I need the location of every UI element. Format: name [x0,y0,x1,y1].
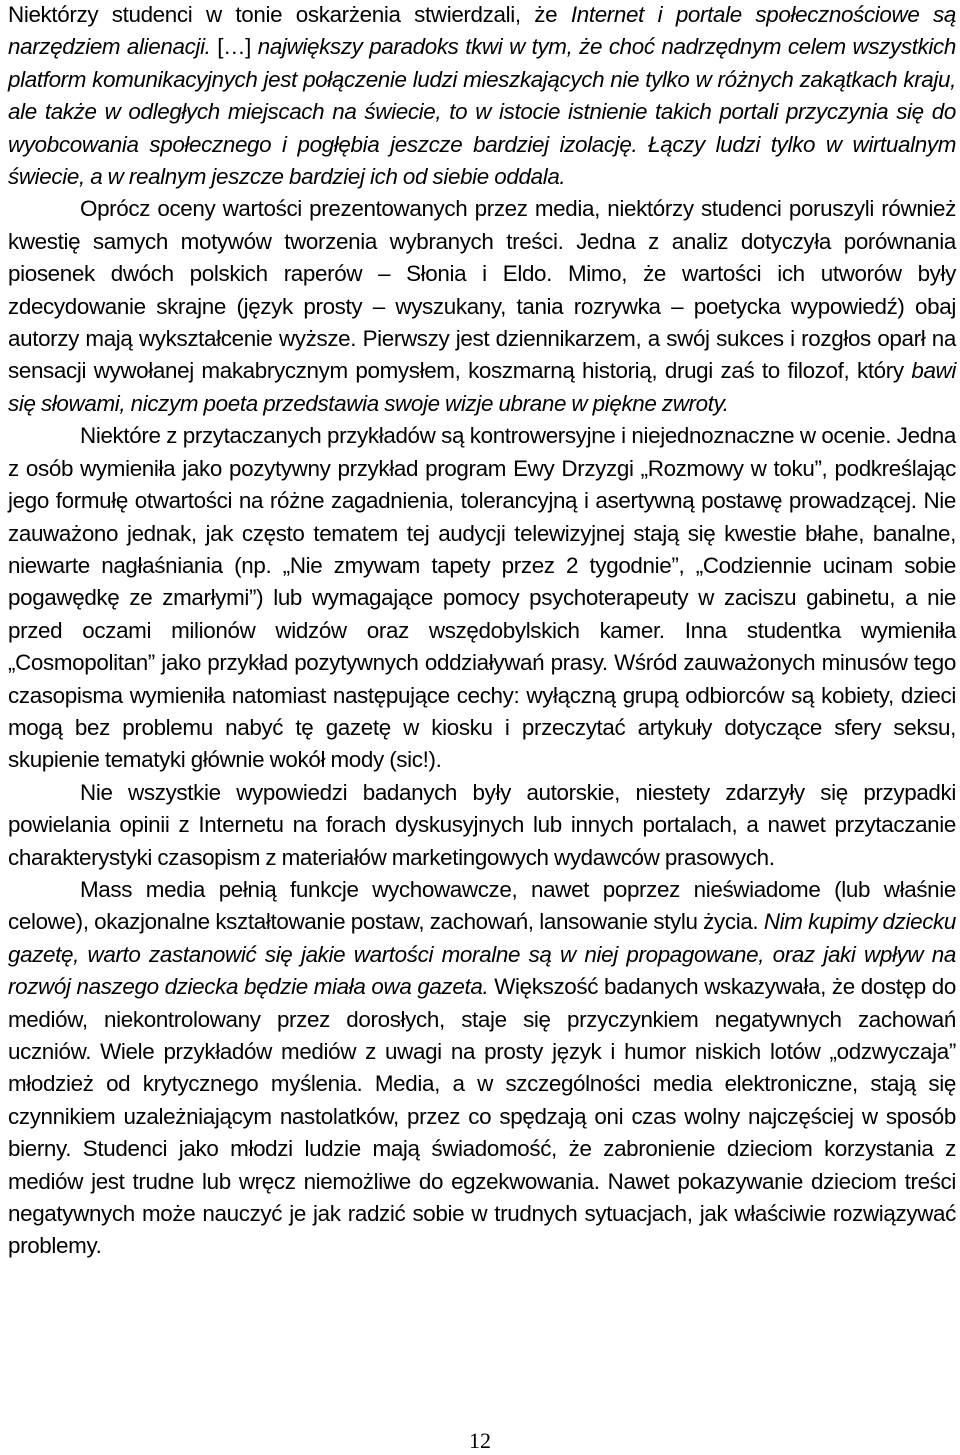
paragraph-4-segment-1: Nie wszystkie wypowiedzi badanych były autorskie, niestety zdarzyły się przypadki powielania opinii z Internetu na forach dyskusyjnych lub innych portalach, a nawet przytaczanie charakterystyki czasopism z materiałów marketingowych wydawców prasowych. [8,779,956,870]
paragraph-1-segment-3: […] [217,34,258,60]
document-page [8,0,956,1263]
paragraph-1-segment-1: Niektórzy studenci w tonie oskarżenia stwierdzali, że [8,2,571,27]
page-number: 12 [469,1428,491,1453]
paragraph-2-segment-2: bawi się słowami, niczym poeta przedstawia swoje wizje ubrane w piękne zwroty. [8,358,956,416]
paragraph-5-segment-2: Nim kupimy dziecku gazetę, warto zastanowić się jakie wartości moralne są w niej propagowane, oraz jaki wpływ na rozwój naszego dziecka będzie miała owa gazeta. [8,909,957,1000]
paragraph-3-segment-1: Niektóre z przytaczanych przykładów są kontrowersyjne i niejednoznaczne w ocenie. Jedna z osób wymieniła jako pozytywny przykład program Ewy Drzyzgi „Rozmowy w toku”, podkreślając jego formułę otwartości na różne zagadnienia, tolerancyjną i asertywną postawę prowadzącej. Nie zauważono jednak, jak często tematem tej audycji telewizyjnej stają się kwestie błahe, banalne, niewarte nagłaśniania (np. „Nie zmywam tapety przez 2 tygodnie”, „Codziennie ucinam sobie pogawędkę ze zmarłymi”) lub wymagające pomocy psychoterapeuty w zaciszu gabinetu, a nie przed oczami milionów widzów oraz wszędobylskich kamer. Inna studentka wymieniła „Cosmopolitan” jako przykład pozytywnych oddziaływań prasy. Wśród zauważonych minusów tego czasopisma wymieniła natomiast następujące cechy: wyłączną grupą odbiorców są kobiety, dzieci mogą bez problemu nabyć tę gazetę w kiosku i przeczytać artykuły dotyczące sfery seksu, skupienie tematyki głównie wokół mody (sic!). [8,423,956,773]
paragraph-1-segment-4: największy paradoks tkwi w tym, że choć nadrzędnym celem wszystkich platform komunikacyjnych jest połączenie ludzi mieszkających nie tylko w różnych zakątkach kraju, ale także w odległych miejscach na świecie, to w istocie istnienie takich portali przyczynia się do wyobcowania społecznego i pogłębia jeszcze bardziej izolację. Łączy ludzi tylko w wirtualnym świecie, a w realnym jeszcze bardziej ich od siebie oddala. [8,34,956,190]
paragraph-4 [8,777,956,874]
paragraph-1-segment-2: Internet i portale społecznościowe są narzędziem alienacji. [8,2,956,60]
paragraph-5 [8,874,956,1263]
paragraph-5-segment-1: Mass media pełnią funkcje wychowawcze, nawet poprzez nieświadome (lub właśnie celowe), okazjonalne kształtowanie postaw, zachowań, lansowanie stylu życia. [8,876,956,935]
paragraph-5-segment-3: Większość badanych wskazywała, że dostęp do mediów, niekontrolowany przez dorosłych, staje się przyczynkiem negatywnych zachowań uczniów. Wiele przykładów mediów z uwagi na prosty język i humor niskich lotów „odzwyczaja” młodzież od krytycznego myślenia. Media, a w szczególności media elektroniczne, stają się czynnikiem uzależniającym nastolatków, przez co spędzają oni czas wolny najczęściej w sposób bierny. Studenci jako młodzi ludzie mają świadomość, że zabronienie dzieciom korzystania z mediów jest trudne lub wręcz niemożliwe do egzekwowania. Nawet pokazywanie dzieciom treści negatywnych może nauczyć je jak radzić sobie w trudnych sytuacjach, jak właściwie rozwiązywać problemy. [8,974,956,1259]
paragraph-2 [8,193,956,420]
paragraph-1 [8,0,956,193]
paragraph-2-segment-1: Oprócz oceny wartości prezentowanych przez media, niektórzy studenci poruszyli również kwestię samych motywów tworzenia wybranych treści. Jedna z analiz dotyczyła porównania piosenek dwóch polskich raperów – Słonia i Eldo. Mimo, że wartości ich utworów były zdecydowanie skrajne (język prosty – wyszukany, tania rozrywka – poetycka wypowiedź) obaj autorzy mają wykształcenie wyższe. Pierwszy jest dziennikarzem, a swój sukces i rozgłos oparł na sensacji wywołanej makabrycznym pomysłem, koszmarną historią, drugi zaś to filozof, który [8,196,956,384]
paragraph-3 [8,420,956,776]
